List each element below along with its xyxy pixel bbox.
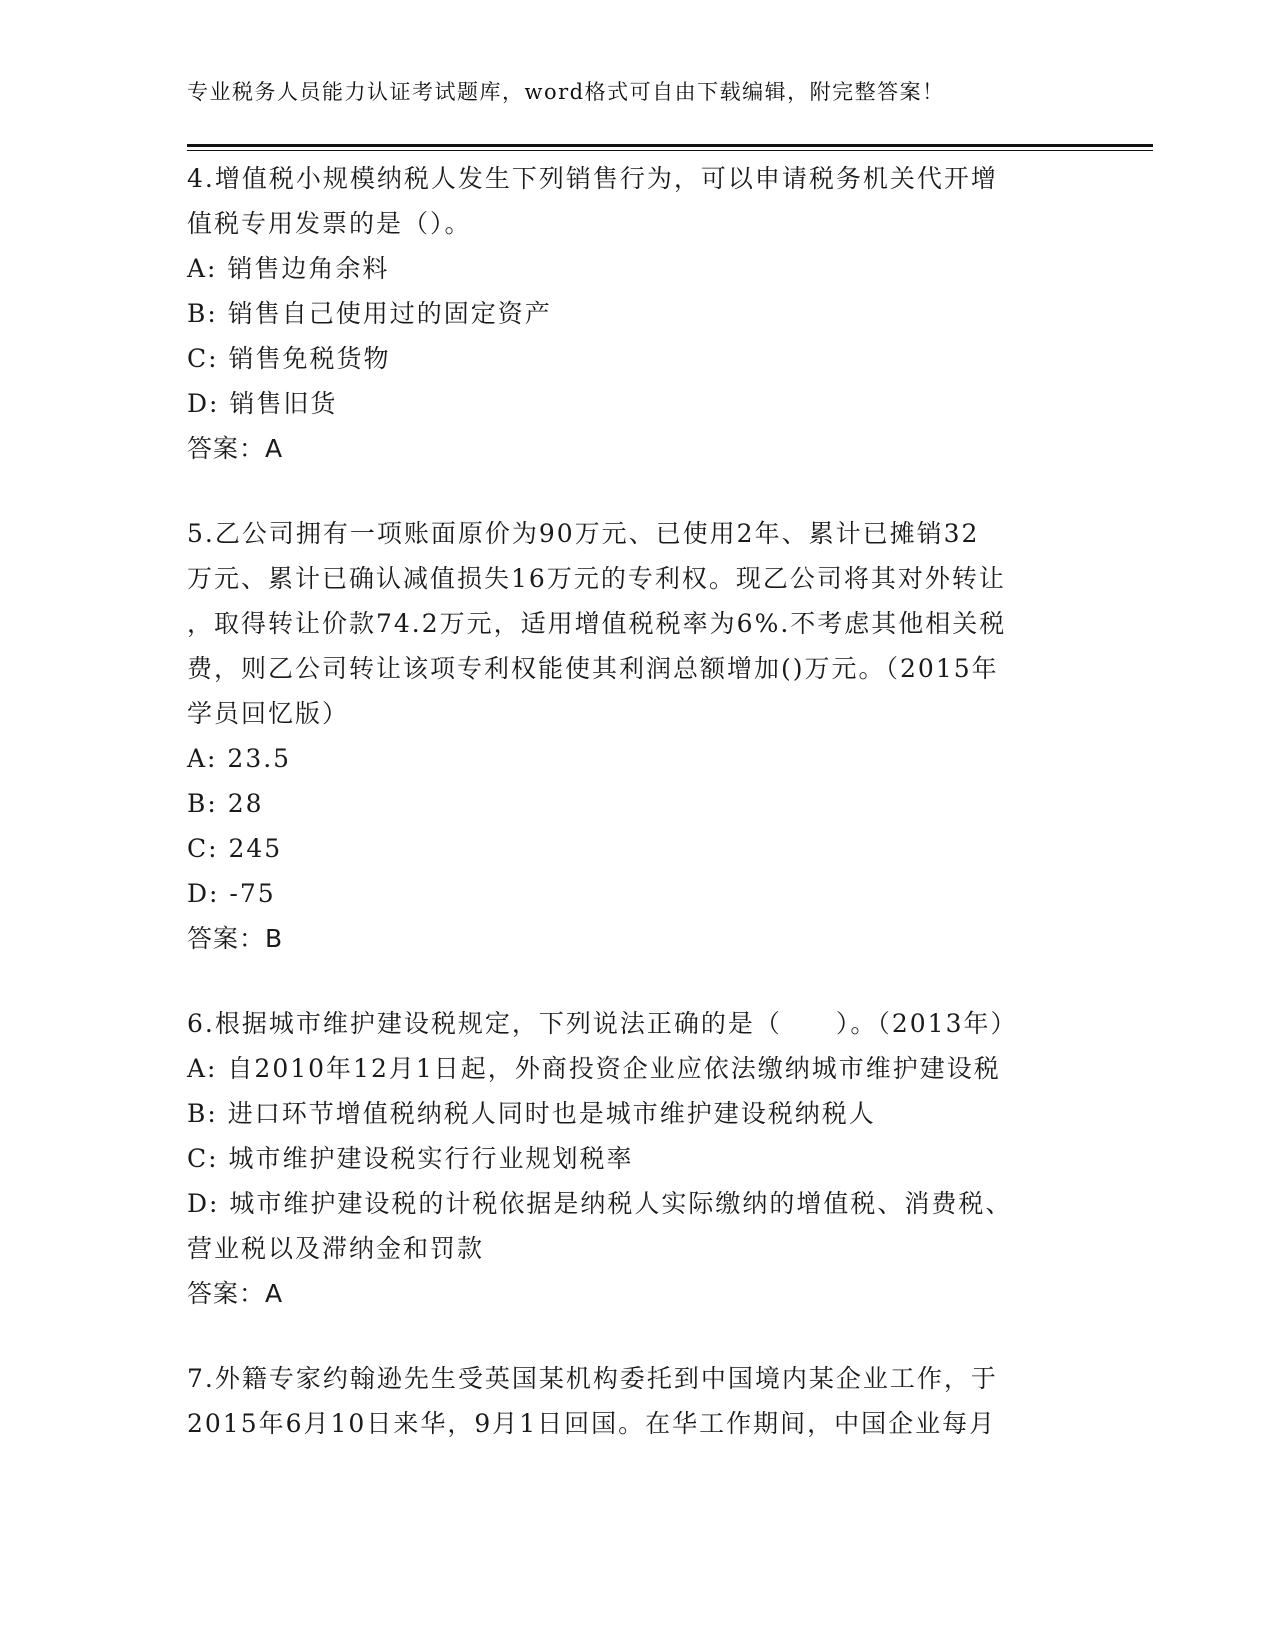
option-d: D: 销售旧货	[187, 389, 338, 418]
question-6	[187, 1001, 1087, 1316]
answer: 答案：A	[187, 1279, 284, 1308]
question-stem-line: 万元、累计已确认减值损失16万元的专利权。现乙公司将其对外转让	[187, 564, 1006, 593]
header-rule	[187, 144, 1153, 147]
question-7	[187, 1356, 1087, 1446]
question-5	[187, 511, 1087, 961]
option-a: A: 23.5	[187, 744, 292, 773]
question-stem-line: 5.乙公司拥有一项账面原价为90万元、已使用2年、累计已摊销32	[187, 519, 980, 548]
option-d: D: -75	[187, 879, 276, 908]
option-c: C: 245	[187, 834, 283, 863]
question-stem-line: 费，则乙公司转让该项专利权能使其利润总额增加()万元。（2015年	[187, 654, 999, 683]
question-stem-line: 7.外籍专家约翰逊先生受英国某机构委托到中国境内某企业工作，于	[187, 1364, 998, 1393]
option-b: B: 进口环节增值税纳税人同时也是城市维护建设税纳税人	[187, 1099, 876, 1128]
question-stem-line: 值税专用发票的是（）。	[187, 209, 472, 238]
option-b: B: 28	[187, 789, 264, 818]
question-list	[187, 156, 1087, 1486]
question-stem-line: 学员回忆版）	[187, 699, 350, 728]
question-4	[187, 156, 1087, 471]
option-a: A: 销售边角余料	[187, 254, 390, 283]
option-d-continued: 营业税以及滞纳金和罚款	[187, 1234, 485, 1263]
page-header: 专业税务人员能力认证考试题库，word格式可自由下载编辑，附完整答案！	[187, 80, 945, 104]
option-d: D: 城市维护建设税的计税依据是纳税人实际缴纳的增值税、消费税、	[187, 1189, 1013, 1218]
option-b: B: 销售自己使用过的固定资产	[187, 299, 552, 328]
option-c: C: 城市维护建设税实行行业规划税率	[187, 1144, 634, 1173]
question-stem-line: 2015年6月10日来华，9月1日回国。在华工作期间，中国企业每月	[187, 1409, 997, 1438]
question-stem-line: ，取得转让价款74.2万元，适用增值税税率为6%.不考虑其他相关税	[187, 609, 1007, 638]
option-c: C: 销售免税货物	[187, 344, 391, 373]
answer: 答案：B	[187, 924, 284, 953]
question-stem-line: 4.增值税小规模纳税人发生下列销售行为，可以申请税务机关代开增	[187, 164, 998, 193]
option-a: A: 自2010年12月1日起，外商投资企业应依法缴纳城市维护建设税	[187, 1054, 1001, 1083]
answer: 答案：A	[187, 434, 284, 463]
question-stem-line: 6.根据城市维护建设税规定，下列说法正确的是（ ）。（2013年）	[187, 1009, 1018, 1038]
